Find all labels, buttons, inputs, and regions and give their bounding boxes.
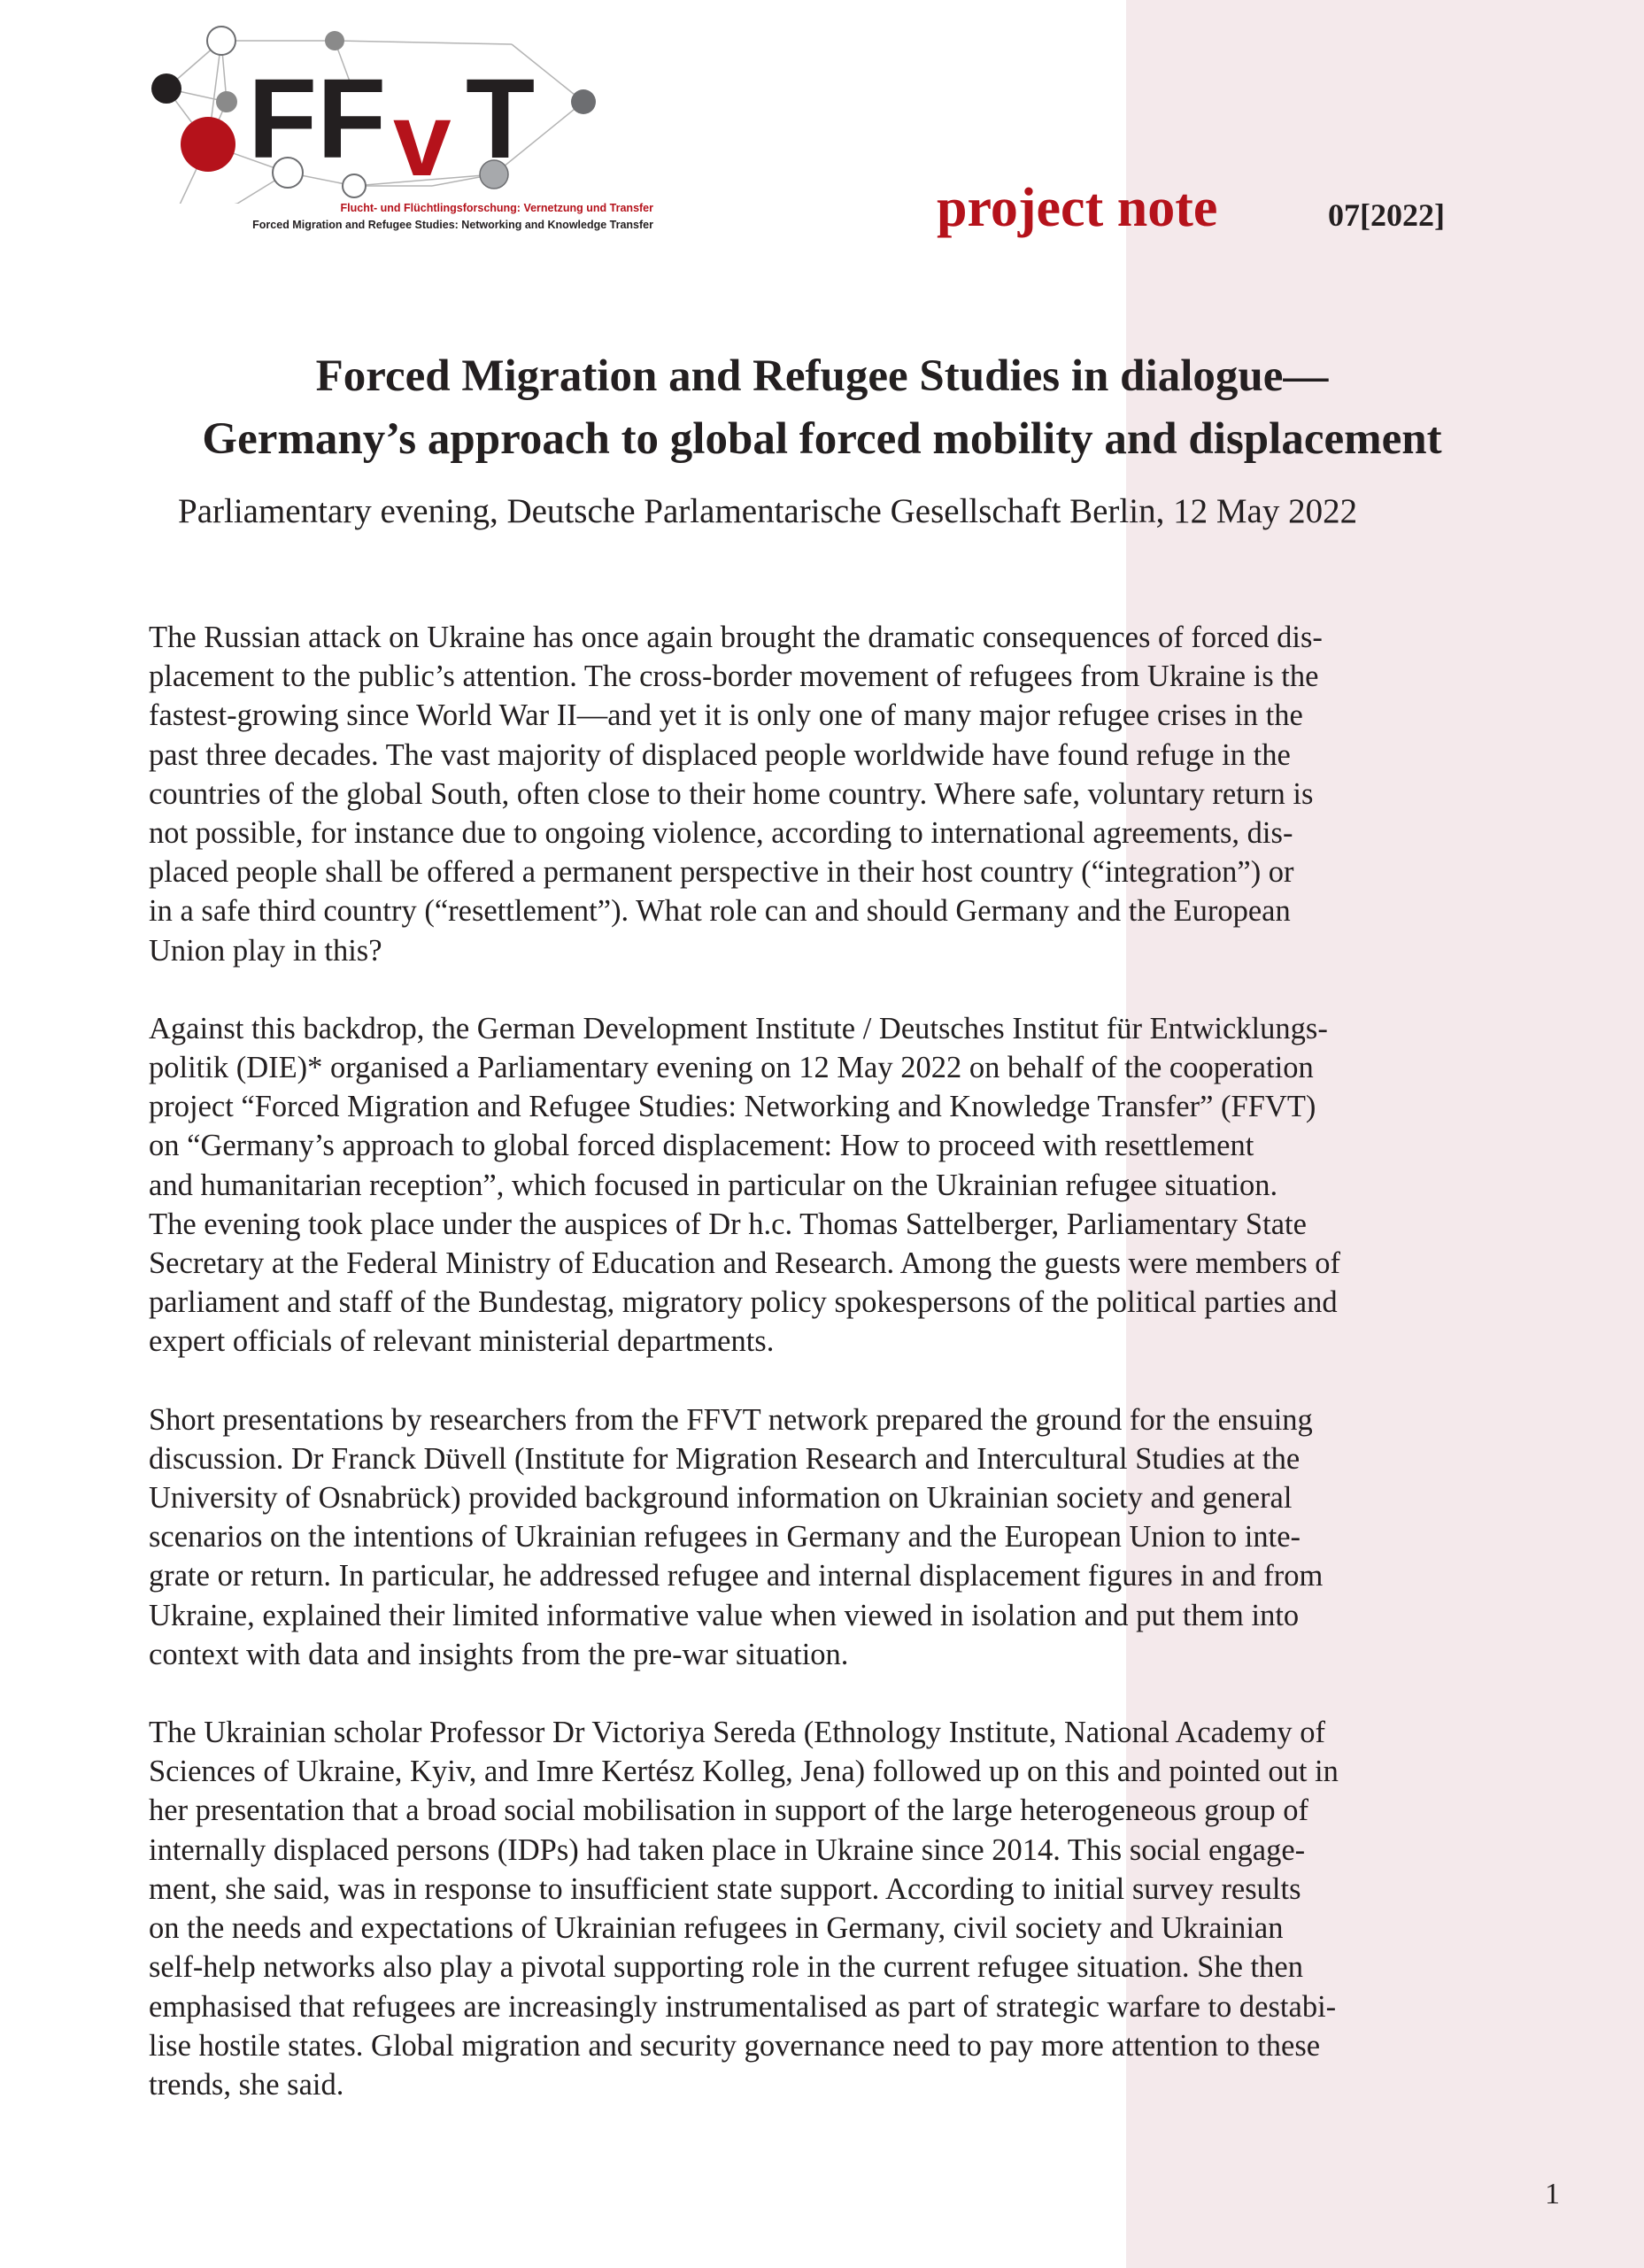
- network-node-white: [207, 27, 235, 55]
- text-line: project “Forced Migration and Refugee Studies: Networking and Knowledge Transfer” (FFVT): [149, 1090, 1316, 1124]
- text-line: her presentation that a broad social mobilisation in support of the large heterogeneous group of: [149, 1794, 1309, 1828]
- network-node-black: [151, 73, 181, 104]
- text-line: scenarios on the intentions of Ukrainian refugees in Germany and the European Union to inte-: [149, 1520, 1301, 1554]
- text-line: Against this backdrop, the German Development Institute / Deutsches Institut für Entwicklungs-: [149, 1011, 1328, 1045]
- text-line: self-help networks also play a pivotal supporting role in the current refugee situation. She then: [149, 1950, 1303, 1985]
- issue-number: 07[2022]: [1328, 197, 1445, 233]
- text-line: Sciences of Ukraine, Kyiv, and Imre Kertész Kolleg, Jena) followed up on this and pointed out in: [149, 1755, 1339, 1789]
- event-subtitle: Parliamentary evening, Deutsche Parlamentarische Gesellschaft Berlin, 12 May 2022: [178, 492, 1358, 530]
- text-line: internally displaced persons (IDPs) had taken place in Ukraine since 2014. This social engage-: [149, 1832, 1306, 1867]
- ffvt-logo: [149, 18, 653, 239]
- text-line: Ukraine, explained their limited informative value when viewed in isolation and put them into: [149, 1598, 1300, 1632]
- text-line: Short presentations by researchers from the FFVT network prepared the ground for the ensuing: [149, 1402, 1313, 1437]
- text-line: placed people shall be offered a permanent perspective in their host country (“integration”) or: [149, 855, 1294, 890]
- text-line: University of Osnabrück) provided background information on Ukrainian society and general: [149, 1481, 1293, 1516]
- title-line-2: Germany’s approach to global forced mobility and displacement: [202, 414, 1442, 464]
- logo-letter-f2: F: [317, 56, 387, 182]
- text-line: countries of the global South, often close to their home country. Where safe, voluntary return is: [149, 776, 1314, 811]
- text-line: discussion. Dr Franck Düvell (Institute for Migration Research and Intercultural Studies at the: [149, 1441, 1301, 1476]
- text-line: context with data and insights from the pre-war situation.: [149, 1637, 849, 1671]
- text-line: Secretary at the Federal Ministry of Education and Research. Among the guests were members of: [149, 1246, 1341, 1281]
- text-line: The evening took place under the auspices of Dr h.c. Thomas Sattelberger, Parliamentary State: [149, 1207, 1307, 1241]
- paragraph-3: [149, 1400, 1494, 1674]
- text-line: ment, she said, was in response to insufficient state support. According to initial survey results: [149, 1871, 1301, 1906]
- body-text: [149, 618, 1494, 2143]
- text-line: grate or return. In particular, he addressed refugee and internal displacement figures in and from: [149, 1559, 1324, 1593]
- logo-subtitle-english: Forced Migration and Refugee Studies: Networking and Knowledge Transfer: [252, 219, 653, 231]
- title-line-1: Forced Migration and Refugee Studies in dialogue—: [315, 351, 1329, 401]
- text-line: fastest-growing since World War II—and yet it is only one of many major refugee crises in the: [149, 698, 1303, 733]
- text-line: Union play in this?: [149, 933, 382, 968]
- paragraph-4: [149, 1713, 1494, 2104]
- text-line: The Russian attack on Ukraine has once again brought the dramatic consequences of forced dis-: [149, 621, 1323, 654]
- paragraph-1: [149, 618, 1494, 970]
- project-note-label: project note: [937, 178, 1218, 238]
- text-line: on the needs and expectations of Ukrainian refugees in Germany, civil society and Ukrainian: [149, 1911, 1284, 1946]
- text-line: past three decades. The vast majority of displaced people worldwide have found refuge in the: [149, 737, 1291, 772]
- text-line: politik (DIE)* organised a Parliamentary evening on 12 May 2022 on behalf of the cooperation: [149, 1051, 1314, 1085]
- text-line: emphasised that refugees are increasingly instrumentalised as part of strategic warfare to destabi-: [149, 1989, 1337, 2024]
- network-node-gray: [571, 89, 596, 114]
- network-node-gray: [216, 91, 237, 112]
- text-line: lise hostile states. Global migration and security governance need to pay more attention to these: [149, 2028, 1321, 2063]
- page-number: 1: [1545, 2178, 1560, 2210]
- text-line: The Ukrainian scholar Professor Dr Victoriya Sereda (Ethnology Institute, National Academy of: [149, 1716, 1326, 1750]
- network-graphic: [149, 18, 644, 204]
- text-line: placement to the public’s attention. The cross-border movement of refugees from Ukraine is the: [149, 660, 1319, 694]
- logo-letter-f1: F: [248, 56, 318, 182]
- text-line: in a safe third country (“resettlement”). What role can and should Germany and the European: [149, 894, 1291, 929]
- text-line: trends, she said.: [149, 2067, 344, 2102]
- page-title: [106, 345, 1538, 471]
- text-line: parliament and staff of the Bundestag, migratory policy spokespersons of the political parties and: [149, 1285, 1338, 1320]
- logo-subtitle-german: Flucht- und Flüchtlingsforschung: Vernetzung und Transfer: [340, 202, 653, 214]
- paragraph-2: [149, 1009, 1494, 1362]
- text-line: and humanitarian reception”, which focused in particular on the Ukrainian refugee situation.: [149, 1168, 1278, 1202]
- logo-letter-v: v: [393, 81, 452, 198]
- text-line: expert officials of relevant ministerial departments.: [149, 1324, 775, 1359]
- text-line: on “Germany’s approach to global forced displacement: How to proceed with resettlement: [149, 1129, 1254, 1163]
- network-node-red: [181, 117, 235, 172]
- network-node-gray: [325, 31, 344, 50]
- logo-letter-t: T: [466, 56, 536, 182]
- text-line: not possible, for instance due to ongoing violence, according to international agreements, dis-: [149, 816, 1293, 851]
